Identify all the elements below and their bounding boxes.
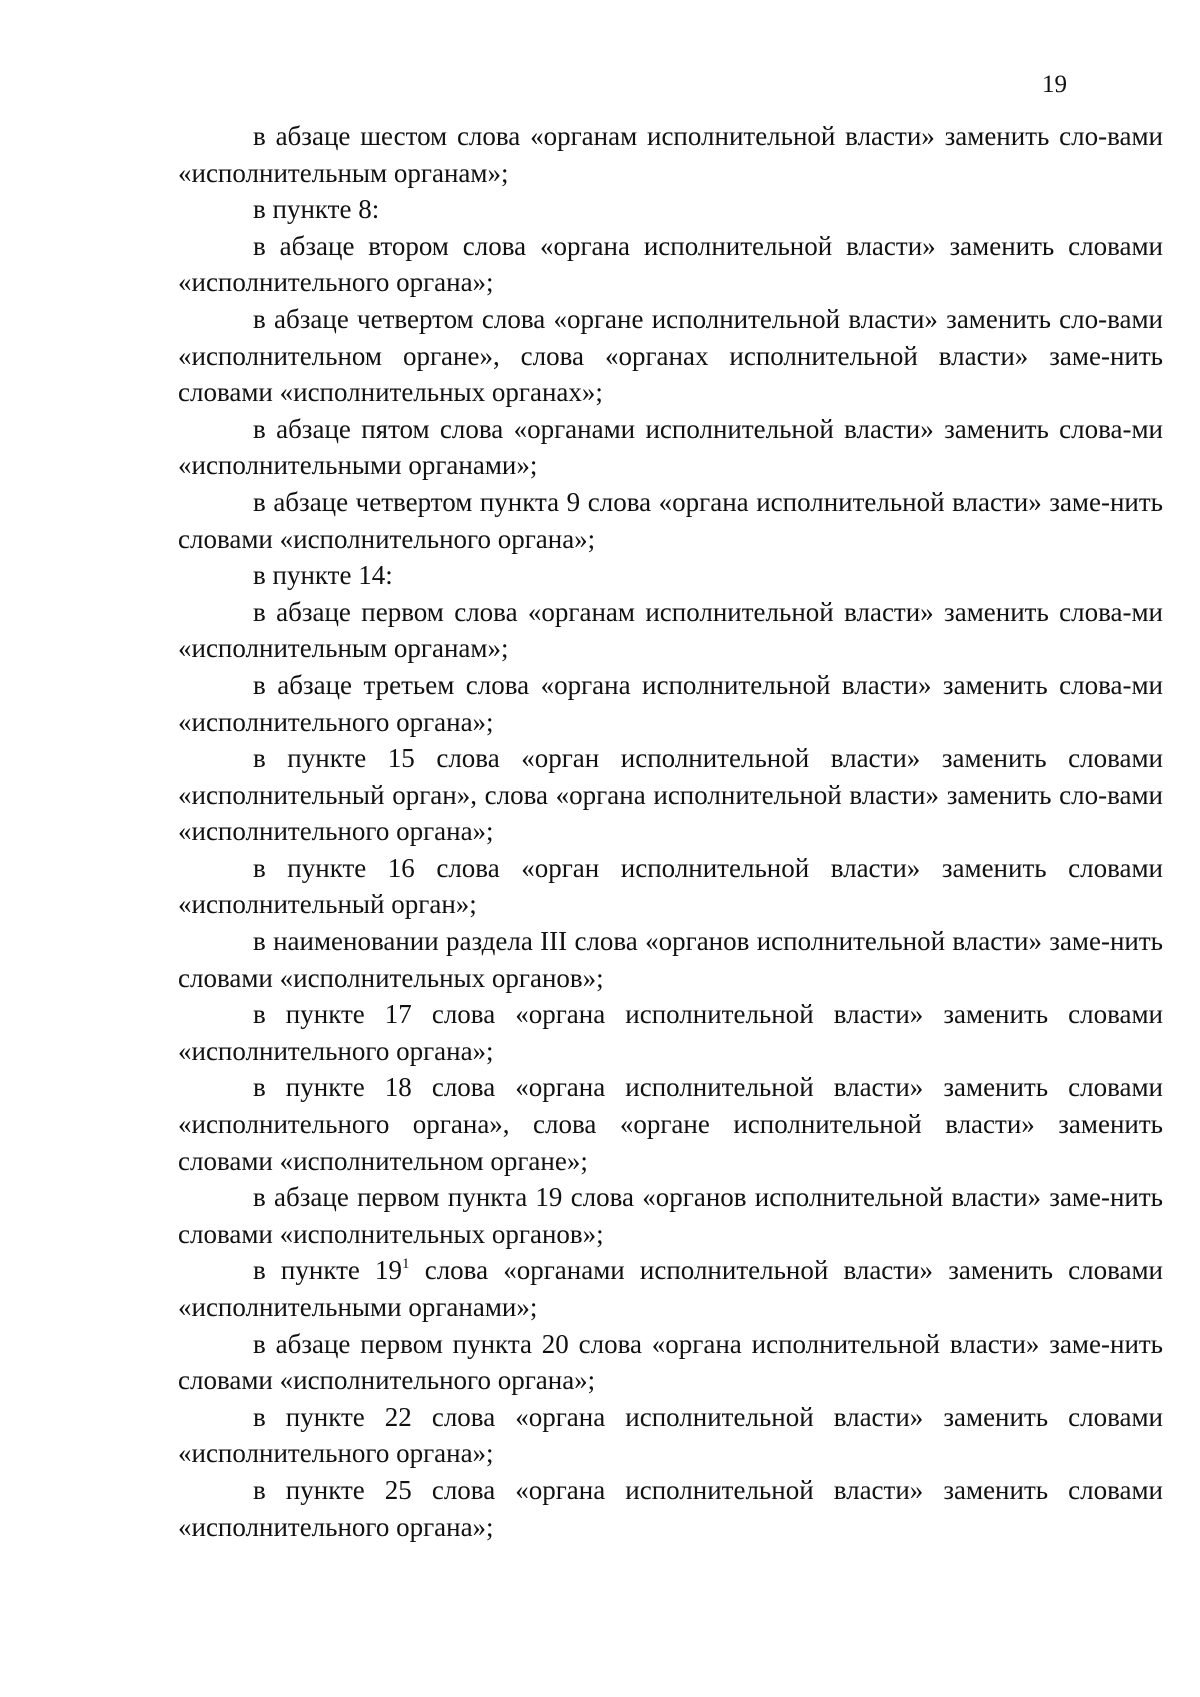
paragraph-text-after: слова «органами исполнительной власти» заменить словами «исполнительными органами»; (178, 1255, 1163, 1322)
paragraph: в абзаце первом пункта 19 слова «органов исполнительной власти» заме-нить словами «исполнительных органов»; (178, 1182, 1163, 1249)
paragraph: в абзаце первом слова «органам исполнительной власти» заменить слова-ми «исполнительным органам»; (178, 596, 1163, 664)
paragraph: в пункте 25 слова «органа исполнительной власти» заменить словами «исполнительного органа»; (178, 1474, 1163, 1542)
paragraph-text-before: в пункте 19 (253, 1255, 403, 1286)
paragraph: в абзаце четвертом пункта 9 слова «органа исполнительной власти» заме-нить словами «исполнительного органа»; (178, 486, 1163, 554)
paragraph: в абзаце четвертом слова «органе исполнительной власти» заменить сло-вами «исполнительном органе», слова «органах исполнительной власти» заме-нить словами «исполнительных органах»; (178, 303, 1163, 408)
paragraph: в абзаце третьем слова «органа исполнительной власти» заменить слова-ми «исполнительного органа»; (178, 669, 1163, 737)
paragraph: в абзаце втором слова «органа исполнительной власти» заменить словами «исполнительного органа»; (178, 230, 1163, 298)
paragraph: в пункте 8: (253, 194, 380, 225)
paragraph-with-superscript (178, 1252, 1163, 1325)
paragraph: в пункте 22 слова «органа исполнительной власти» заменить словами «исполнительного органа»; (178, 1401, 1163, 1469)
paragraph: в пункте 18 слова «органа исполнительной власти» заменить словами «исполнительного органа», слова «органе исполнительной власти» заменить словами «исполнительном органе»; (178, 1072, 1163, 1176)
page-number: 19 (1042, 71, 1067, 98)
paragraph: в абзаце шестом слова «органам исполнительной власти» заменить сло-вами «исполнительным органам»; (178, 121, 1163, 188)
document-body (178, 118, 1163, 1545)
paragraph: в пункте 16 слова «орган исполнительной власти» заменить словами «исполнительный орган»; (178, 852, 1163, 920)
superscript-index: 1 (402, 1256, 410, 1273)
paragraph: в пункте 14: (253, 560, 393, 591)
paragraph: в пункте 15 слова «орган исполнительной власти» заменить словами «исполнительный орган», слова «органа исполнительной власти» заменить сло-вами «исполнительного органа»; (178, 743, 1163, 847)
paragraph: в абзаце пятом слова «органами исполнительной власти» заменить слова-ми «исполнительными органами»; (178, 413, 1163, 481)
paragraph: в наименовании раздела III слова «органов исполнительной власти» заме-нить словами «исполнительных органов»; (178, 926, 1163, 993)
paragraph: в абзаце первом пункта 20 слова «органа исполнительной власти» заме-нить словами «исполнительного органа»; (178, 1328, 1163, 1396)
paragraph: в пункте 17 слова «органа исполнительной власти» заменить словами «исполнительного органа»; (178, 999, 1163, 1066)
